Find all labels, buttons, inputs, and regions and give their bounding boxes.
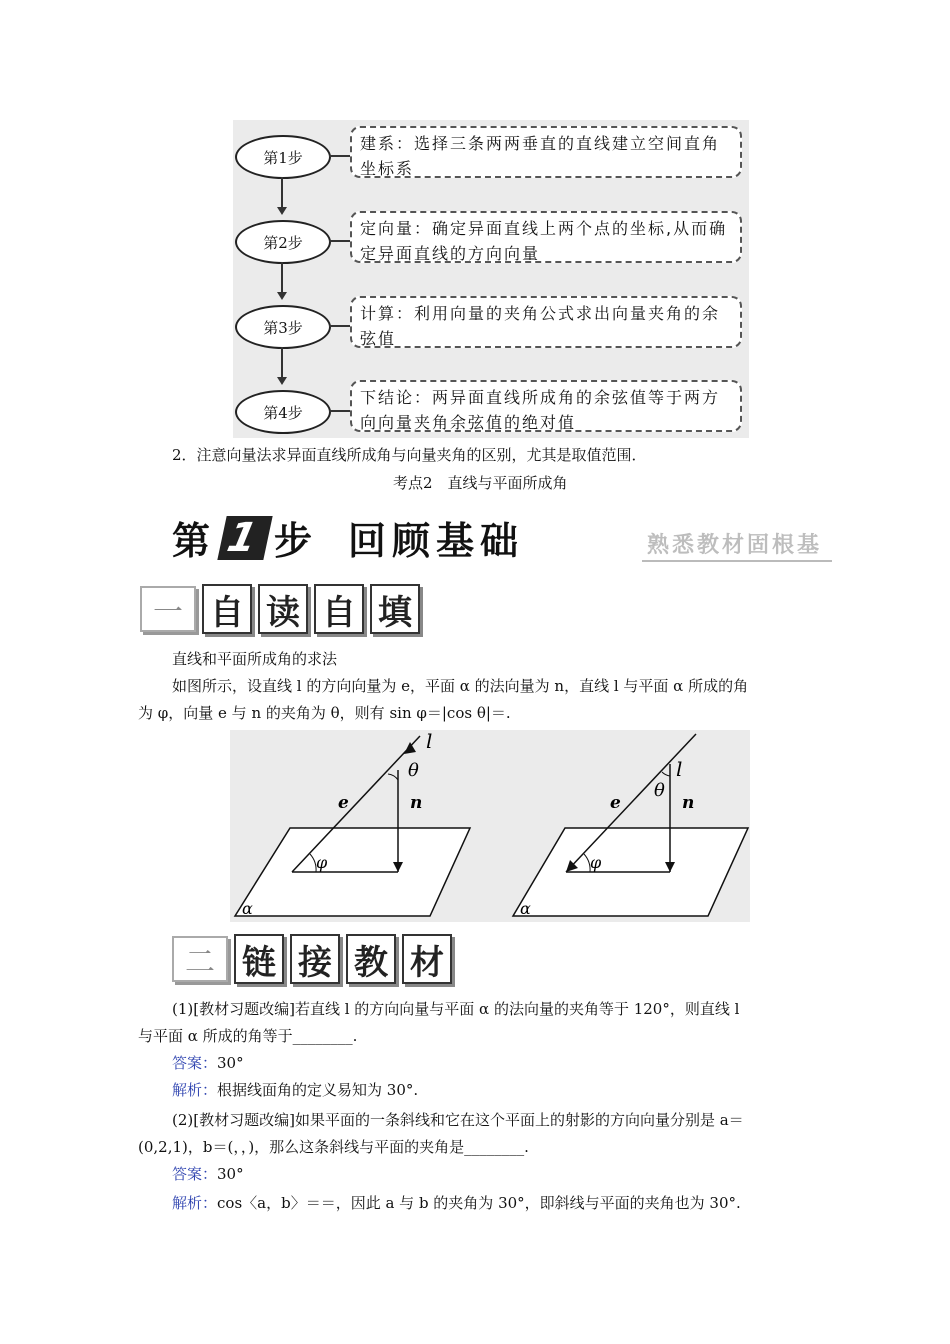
section-heading-kaodian: 考点2 直线与平面所成角	[393, 474, 568, 492]
flow-arrow-line-3	[281, 347, 283, 379]
answer-1-label: 答案：	[172, 1054, 218, 1072]
answer-2-label: 答案：	[172, 1165, 218, 1183]
note-2: 2．注意向量法求异面直线所成角与向量夹角的区别，尤其是取值范围．	[172, 446, 647, 464]
banner-underline	[642, 560, 832, 562]
banner-prefix: 第	[172, 519, 217, 563]
label-alpha-right: α	[520, 899, 531, 918]
flow-desc-1-text: 建系：选择三条两两垂直的直线建立空间直角坐标系	[360, 134, 721, 178]
flow-desc-2-text: 定向量：确定异面直线上两个点的坐标,从而确定异面直线的方向向量	[360, 219, 728, 263]
section-2-char: 教	[346, 934, 396, 984]
answer-2-value: 30°	[217, 1165, 244, 1183]
section-1-char: 填	[370, 584, 420, 634]
section-2-number: 二	[172, 936, 228, 982]
method-title: 直线和平面所成角的求法	[172, 650, 338, 668]
label-phi-left: φ	[316, 853, 328, 872]
label-phi-right: φ	[590, 853, 602, 872]
flow-desc-3	[350, 296, 742, 348]
analysis-2-label: 解析：	[172, 1194, 218, 1212]
section-1-char: 自	[202, 584, 252, 634]
section-1-char: 读	[258, 584, 308, 634]
flow-step-4	[235, 390, 331, 434]
label-e-right: e	[610, 793, 621, 813]
section-heading-2	[172, 934, 452, 984]
analysis-1-label: 解析：	[172, 1081, 218, 1099]
flow-step-1	[235, 135, 331, 179]
flow-arrow-line-1	[281, 177, 283, 209]
label-theta-left: θ	[408, 760, 419, 781]
flow-connector-2	[329, 240, 351, 242]
flow-step-3	[235, 305, 331, 349]
flow-step-1-label: 第1步	[263, 148, 303, 167]
analysis-2-value: cos〈a，b〉＝＝，因此 a 与 b 的夹角为 30°，即斜线与平面的夹角也为 30°.	[217, 1194, 741, 1212]
flow-desc-1	[350, 126, 742, 178]
method-line-2: 为 φ，向量 e 与 n 的夹角为 θ，则有 sin φ＝|cos θ|＝.	[138, 704, 511, 722]
label-e-left: e	[338, 793, 349, 813]
analysis-1-value: 根据线面角的定义易知为 30°.	[217, 1081, 419, 1099]
flow-desc-4	[350, 380, 742, 432]
label-l-left: l	[426, 730, 433, 753]
question-1-line-2: 与平面 α 所成的角等于________.	[138, 1027, 358, 1045]
flow-connector-4	[329, 410, 351, 412]
flow-step-2-label: 第2步	[263, 233, 303, 252]
flow-arrow-line-2	[281, 262, 283, 294]
section-2-char: 材	[402, 934, 452, 984]
label-n-right: n	[682, 793, 695, 813]
answer-1-value: 30°	[217, 1054, 244, 1072]
banner-suffix: 步	[274, 519, 319, 563]
section-2-char: 接	[290, 934, 340, 984]
down-arrow-icon	[277, 377, 287, 385]
section-1-number: 一	[140, 586, 196, 632]
flow-desc-3-text: 计算：利用向量的夹角公式求出向量夹角的余弦值	[360, 304, 721, 348]
label-alpha-left: α	[242, 899, 253, 918]
flow-step-2	[235, 220, 331, 264]
flow-step-4-label: 第4步	[263, 403, 303, 422]
flow-desc-4-text: 下结论：两异面直线所成角的余弦值等于两方向向量夹角余弦值的绝对值	[360, 388, 721, 432]
banner-title: 回顾基础	[348, 519, 525, 563]
flow-connector-1	[329, 155, 351, 157]
banner-number: 1	[217, 516, 272, 560]
down-arrow-icon	[277, 292, 287, 300]
flow-desc-2	[350, 211, 742, 263]
question-2-line-2: (0,2,1)，b＝(，，)，那么这条斜线与平面的夹角是________.	[138, 1138, 529, 1156]
question-1-line-1: (1)[教材习题改编]若直线 l 的方向向量与平面 α 的法向量的夹角等于 120°，则直线 l	[172, 1000, 740, 1018]
label-n-left: n	[410, 793, 423, 813]
method-line-1: 如图所示，设直线 l 的方向向量为 e，平面 α 的法向量为 n，直线 l 与平面 α 所成的角	[172, 677, 749, 695]
line-plane-angle-figure	[230, 730, 750, 922]
question-2-line-1: (2)[教材习题改编]如果平面的一条斜线和它在这个平面上的射影的方向向量分别是 a＝	[172, 1111, 744, 1129]
answer-2	[172, 1162, 244, 1187]
flow-step-3-label: 第3步	[263, 318, 303, 337]
label-l-right: l	[676, 757, 683, 781]
down-arrow-icon	[277, 207, 287, 215]
banner-subtitle: 熟悉教材固根基	[646, 533, 822, 558]
flow-connector-3	[329, 325, 351, 327]
answer-1	[172, 1051, 244, 1076]
label-theta-right: θ	[654, 780, 665, 801]
section-2-char: 链	[234, 934, 284, 984]
section-heading-1	[140, 584, 420, 634]
analysis-2	[172, 1191, 741, 1216]
section-1-char: 自	[314, 584, 364, 634]
analysis-1	[172, 1078, 418, 1103]
step-banner	[172, 510, 832, 562]
